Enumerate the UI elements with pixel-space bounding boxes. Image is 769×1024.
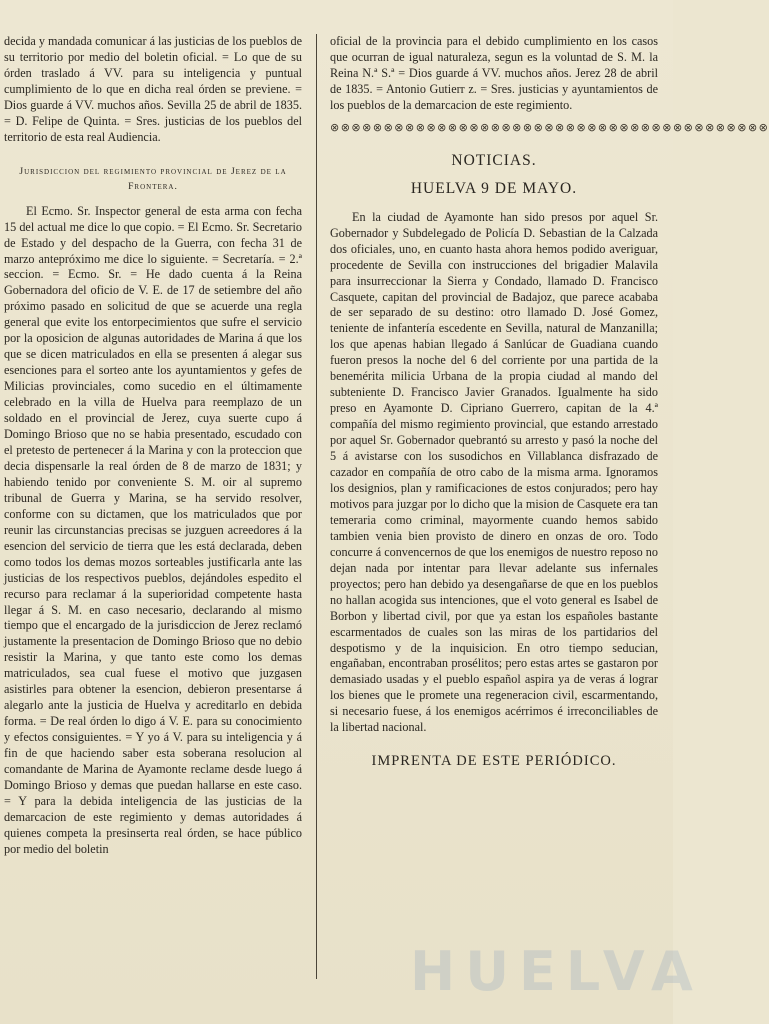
library-watermark: HUELVA bbox=[410, 940, 703, 1003]
news-body-text: En la ciudad de Ayamonte han sido presos por aquel Sr. Gobernador y Subdelegado de Policía D. Sebastian de la Calzada dos oficiales, uno, en cuanto hasta ahora hemos podido averiguar, procedente de Sevilla con instrucciones del brigadier Malavila para insurreccionar la Sierra y Condado, llamado D. Francisco Casquete, capitan del provincial de Badajoz, que parece acababa de ser separado de su destino: otro llamado D. José Gomez, teniente de infantería escedente en Sevilla, natural de Manzanilla; los que apenas habian llegado á Sanlúcar de Guadiana cuando fueron presos la noche del 6 del corriente por una partida de la benemérita milicia Urbana de la propia ciudad al mando del subteniente D. Francisco Javier Granados. Igualmente ha sido preso en Ayamonte D. Cipriano Guerrero, capitan de la 4.ª compañía del mismo regimiento provincial, que estando arrestado por aquel Sr. Gobernador quebrantó su arresto y pasó la noche del 5 á avistarse con los susodichos en Villablanca disfrazado de cazador en compañía de otro cabo de la misma arma. Ignoramos los designios, plan y ramificaciones de estos conjurados; pero hay motivos para juzgar por lo dicho que la mision de Casquete era tan temeraria como criminal, mayormente cuando hemos sabido tambien venia bien provisto de dinero en onzas de oro. Todo concurre á convencernos de que los enemigos de nuestro reposo no dejan nada por intentar para llevar adelante sus infernales proyectos; pero han debido ya desengañarse de que en los pueblos no hallan acogida sus intenciones, que el voto general es Isabel de Borbon y libertad civil, por que ya estan los españoles bastante escarmentados de cuales son las miras de los partidarios del despotismo y de la inquisicion. En otro tiempo seducian, engañaban, encontraban prosélitos; pero estas artes se gastaron por demasiado usadas y el pueblo español aspira ya de veras á lograr los bienes que le promete una regeneracion civil, escarmentando, si necesario fuese, á los enemigos acérrimos é irreconciliables de la libertad nacional. bbox=[330, 209, 658, 735]
left-opening-text: decida y mandada comunicar á las justicias de los pueblos de su territorio por medio del boletin oficial. = Lo que de su órden traslado á VV. para su inteligencia y puntual cumplimiento de lo que en dicha real órden se previene. = Dios guarde á VV. muchos años. Sevilla 25 de abril de 1835. = D. Felipe de Quinta. = Sres. justicias de los pueblos del territorio de esta real Audiencia. bbox=[4, 34, 302, 144]
right-opening-text: oficial de la provincia para el debido cumplimiento en los casos que ocurran de igual naturaleza, segun es la voluntad de S. M. la Reina N.ª S.ª = Dios guarde á VV. muchos años. Jerez 28 de abril de 1835. = Antonio Gutierr z. = Sres. justicias y ayuntamientos de los pueblos de la demarcacion de este regimiento. bbox=[330, 34, 658, 112]
ornamental-separator: ⊗⊗⊗⊗⊗⊗⊗⊗⊗⊗⊗⊗⊗⊗⊗⊗⊗⊗⊗⊗⊗⊗⊗⊗⊗⊗⊗⊗⊗⊗⊗⊗⊗⊗⊗⊗⊗⊗⊗⊗⊗ bbox=[330, 120, 769, 134]
section-title: NOTICIAS. bbox=[451, 151, 537, 169]
imprint-footer: IMPRENTA DE ESTE PERIÓDICO. bbox=[371, 753, 617, 770]
right-column bbox=[330, 34, 769, 770]
regiment-body-text: El Ecmo. Sr. Inspector general de esta arma con fecha 15 del actual me dice lo que copio. = El Ecmo. Sr. Secretario de Estado y del despacho de la Guerra, con fecha 31 de marzo antepróximo me dice lo siguiente. = Secretaría. = 2.ª seccion. = Ecmo. Sr. = He dado cuenta á la Reina Gobernadora del oficio de V. E. de 17 de setiembre del año próximo pasado en solicitud de que se acuerde una regla general que evite los entorpecimientos que sufre el servicio por la oposicion de algunas autoridades de Marina á que los que se dicen matriculados en ella se presenten á alegar sus esenciones para el sorteo ante los ayuntamientos y gefes de Milicias provinciales, como sucedio en el últimamente celebrado en la villa de Huelva para reemplazo de un soldado en el provincial de Jerez, cuya suerte cupo á Domingo Brioso que no se habia presentado, escudado con el pretesto de pertenecer á la Marina y con la proteccion que decia dispensarle la real órden de 8 de marzo de 1831; y habiendo tenido por conveniente S. M. oir al supremo tribunal de Guerra y Marina, se ha servido resolver, conforme con su dictamen, que los matriculados que por reunir las circunstancias precisas se juzguen acreedores á la esencion del servicio de tierra que les está declarada, deben como todos los demas mozos sorteables justificarla ante las justicias de los respectivos pueblos, dejándoles espedito el recurso para reclamar á la superioridad competente hasta llegar á S. M. en caso necesario, declarando al mismo tiempo que el encargado de la jurisdiccion de Jerez reclamó justamente la presentacion de Domingo Brioso que no debio resistir la Marina, y que tanto este como los demas matriculados, sea cual fuese el motivo que juzgasen asistirles para obtener la esencion, debieron presentarse á alegarlo ante la justicia de Huelva y acreditarlo en debida forma. = De real órden lo digo á V. E. para su conocimiento y efectos consiguientes. = Y yo á V. para su inteligencia y á fin de que haciendo saber esta soberana resolucion al comandante de Marina de Ayamonte reclame desde luego á Domingo Brioso y demas que puedan hallarse en este caso. = Y para la debida inteligencia de las justicias de la demarcacion de este regimiento y demas autoridades á quienes competa la presinserta real órden, se hace público por medio del boletin bbox=[4, 203, 302, 856]
left-column bbox=[4, 34, 302, 858]
place-date-heading: HUELVA 9 DE MAYO. bbox=[410, 179, 578, 197]
column-divider bbox=[316, 34, 317, 979]
jurisdiction-heading: Jurisdiccion del regimiento provincial de Jerez de la Frontera. bbox=[19, 165, 287, 192]
